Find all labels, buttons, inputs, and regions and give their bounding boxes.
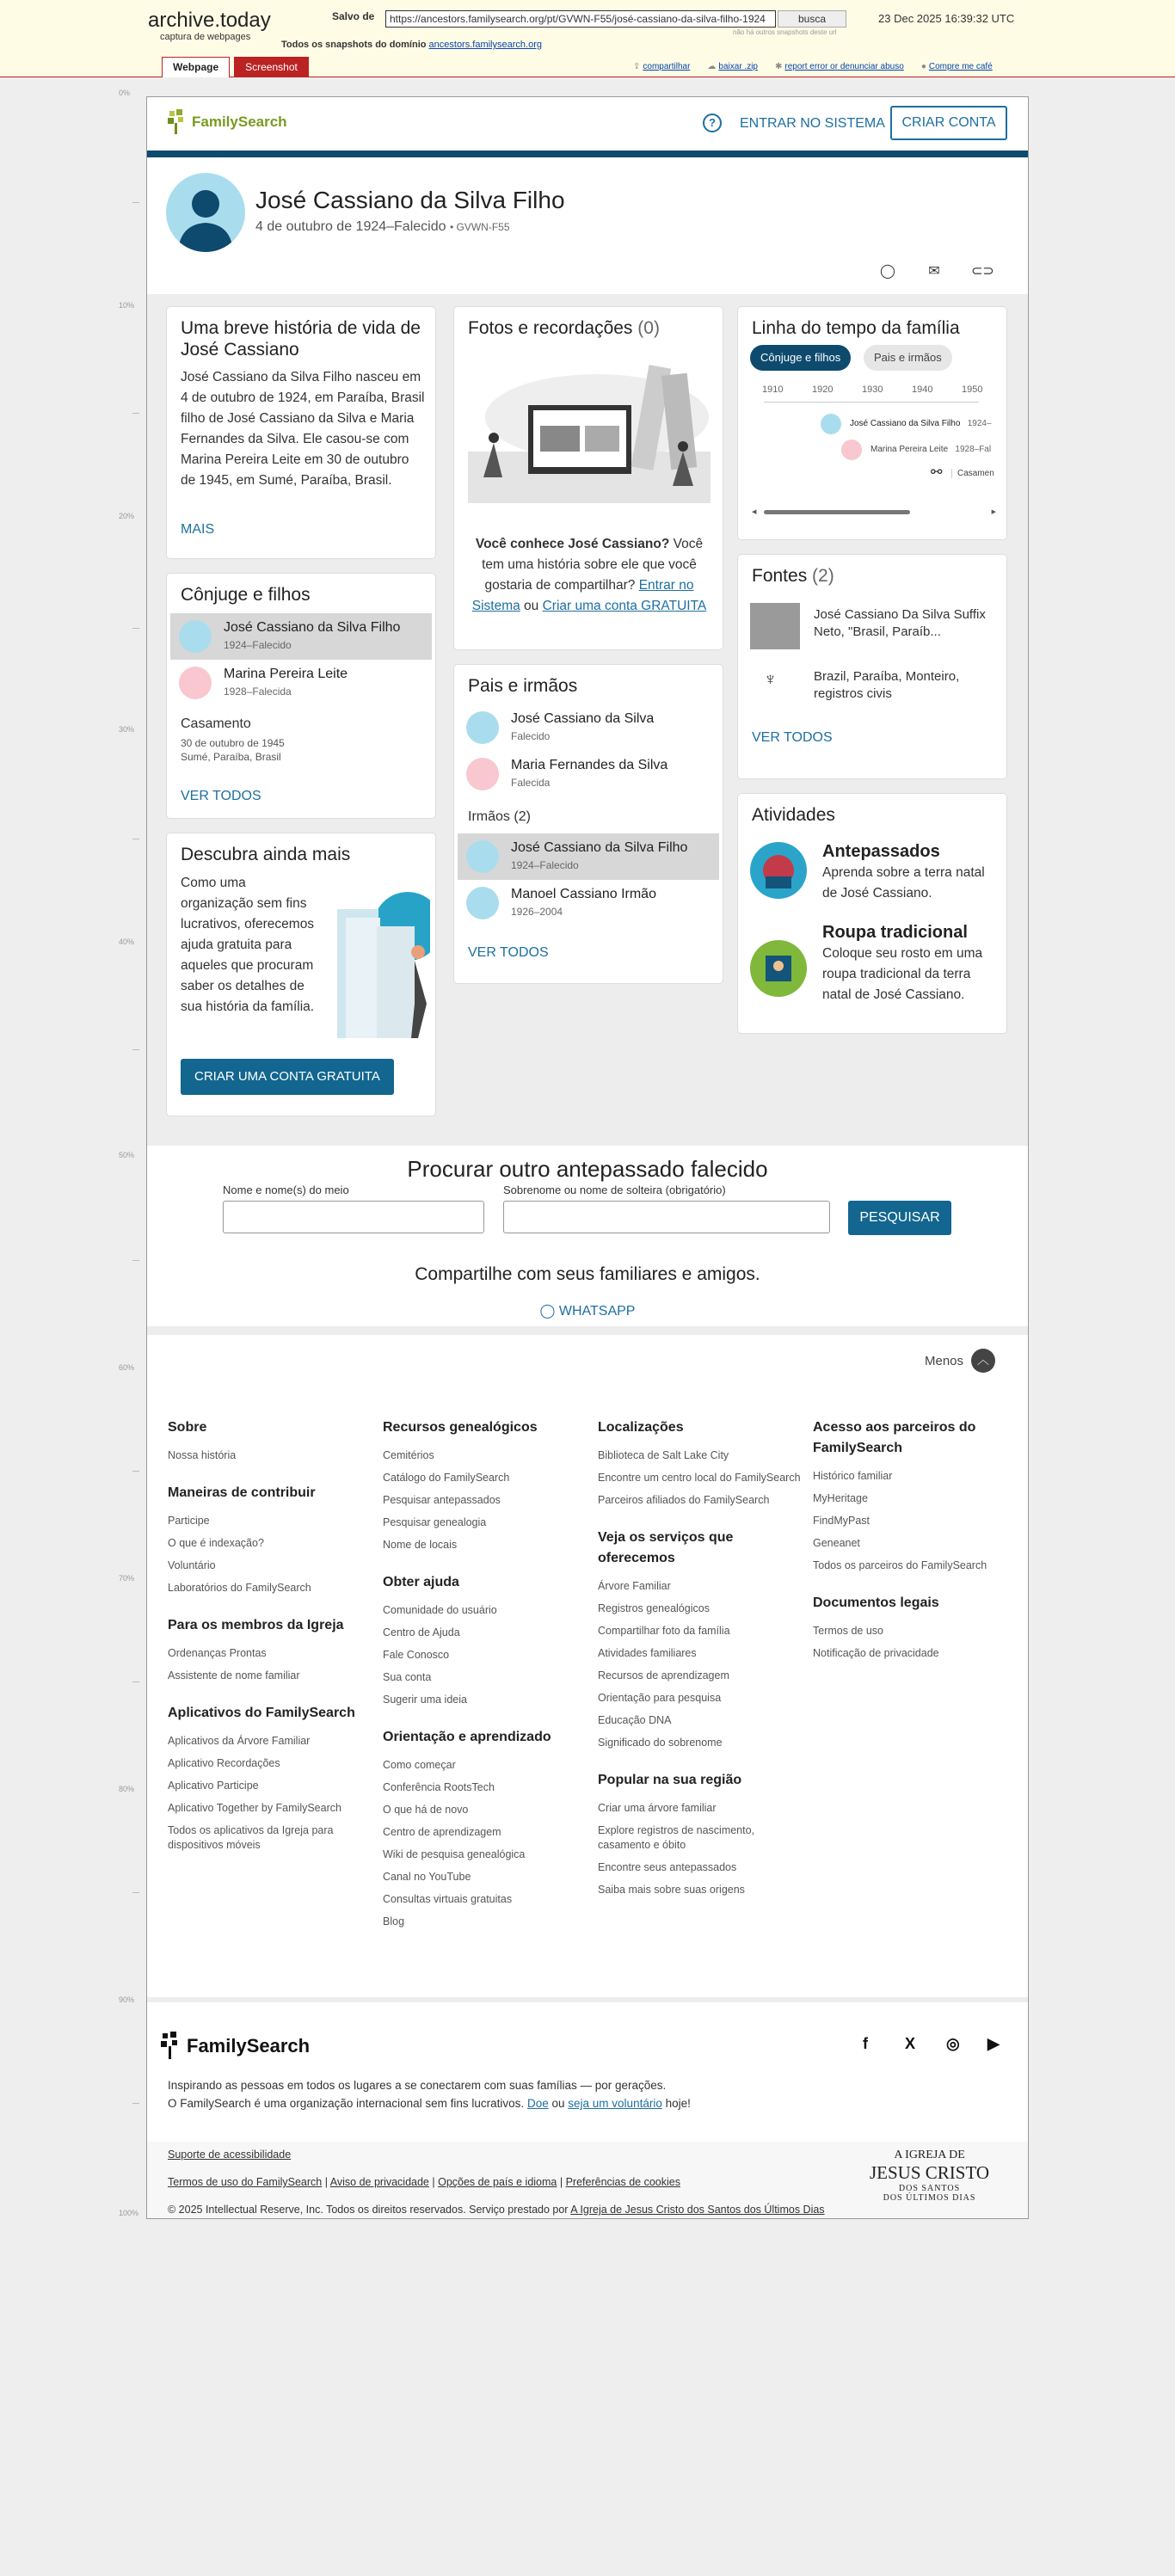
cloud-icon: ☁ bbox=[707, 62, 717, 71]
saved-label: Salvo de bbox=[332, 10, 375, 22]
footer-link[interactable]: Sua conta bbox=[383, 1671, 432, 1683]
footer-link[interactable]: Voluntário bbox=[168, 1559, 216, 1571]
footer-heading: Sobre bbox=[168, 1420, 207, 1435]
member-name: José Cassiano da Silva Filho bbox=[224, 620, 401, 635]
ruler-label: 40% bbox=[119, 938, 135, 946]
footer-link[interactable]: Explore registros de nascimento, casamento e óbito bbox=[598, 1824, 755, 1851]
whatsapp-icon[interactable]: ◯ bbox=[880, 264, 895, 279]
domain-link[interactable]: ancestors.familysearch.org bbox=[428, 40, 542, 50]
spouse-view-all[interactable]: VER TODOS bbox=[181, 789, 261, 803]
member-name: José Cassiano da Silva Filho bbox=[511, 840, 688, 855]
footer-link[interactable]: Nome de locais bbox=[383, 1539, 458, 1551]
ruler-label: 10% bbox=[119, 301, 135, 310]
share-link[interactable]: ⇪ compartilhar bbox=[633, 62, 691, 71]
accessibility-link[interactable]: Suporte de acessibilidade bbox=[168, 2149, 292, 2161]
footer-link[interactable]: Encontre um centro local do FamilySearch bbox=[598, 1472, 801, 1484]
tree-icon bbox=[166, 109, 188, 135]
rings-icon: ⚯ bbox=[931, 465, 943, 480]
footer-link[interactable]: Comunidade do usuário bbox=[383, 1604, 497, 1616]
ruler-label: 30% bbox=[119, 725, 135, 734]
person-name: José Cassiano da Silva Filho bbox=[255, 187, 565, 213]
member-dates: 1926–2004 bbox=[511, 906, 563, 918]
email-icon[interactable]: ✉ bbox=[928, 264, 940, 279]
archive-logo[interactable]: archive.today bbox=[148, 9, 271, 32]
surname-input[interactable] bbox=[503, 1201, 830, 1233]
sources-card bbox=[737, 554, 1007, 779]
siblings-label: Irmãos (2) bbox=[468, 809, 531, 824]
whatsapp-icon: ◯ bbox=[539, 1304, 556, 1319]
divider bbox=[147, 1326, 1028, 1335]
donate-link[interactable]: Doe bbox=[526, 2097, 549, 2110]
footer-link[interactable]: Termos de uso bbox=[813, 1625, 883, 1637]
documents-illustration bbox=[329, 875, 430, 1055]
share-title: Compartilhe com seus familiares e amigos. bbox=[415, 1264, 760, 1284]
footer-link[interactable]: Geneanet bbox=[813, 1537, 860, 1549]
ruler-label: 90% bbox=[119, 1995, 135, 2004]
search-button[interactable]: PESQUISAR bbox=[848, 1201, 951, 1235]
footer-link[interactable]: Sugerir uma ideia bbox=[383, 1694, 467, 1706]
spouse-row[interactable] bbox=[170, 613, 432, 660]
snapshots-line bbox=[281, 40, 542, 50]
footer-column bbox=[598, 1417, 804, 1905]
footer-link[interactable]: Educação DNA bbox=[598, 1714, 672, 1726]
tree-icon bbox=[159, 2032, 183, 2061]
footer-link[interactable]: Orientação para pesquisa bbox=[598, 1692, 722, 1704]
activity-text: Coloque seu rosto em uma roupa tradicional da terra natal de José Cassiano. bbox=[822, 946, 983, 1002]
male-silhouette-icon bbox=[166, 173, 245, 252]
timeline-bar: Marina Pereira Leite 1928–Fal bbox=[870, 445, 992, 454]
download-link[interactable]: ☁ baixar .zip bbox=[707, 62, 758, 71]
ancestors-icon bbox=[750, 842, 807, 899]
footer-link[interactable]: Wiki de pesquisa genealógica bbox=[383, 1848, 526, 1860]
costume-icon bbox=[750, 940, 807, 997]
member-dates: 1924–Falecido bbox=[511, 859, 579, 871]
surname-label: Sobrenome ou nome de solteira (obrigatório) bbox=[503, 1183, 726, 1196]
share-icon: ⇪ bbox=[633, 62, 641, 71]
footer-link[interactable]: Pesquisar antepassados bbox=[383, 1494, 501, 1506]
footer-link[interactable]: O que é indexação? bbox=[168, 1537, 264, 1549]
sources-title: Fontes (2) bbox=[752, 566, 834, 586]
timeline-marriage: Casamen bbox=[951, 469, 994, 478]
site-footer bbox=[147, 2002, 1028, 2219]
activity-title[interactable]: Antepassados bbox=[822, 842, 940, 861]
footer-mission: Inspirando as pessoas em todos os lugares a se conectarem com suas famílias — por gerações. O FamilySearch é uma organização internacional sem fins lucrativos. Doe ou seja um voluntário hoje! bbox=[168, 2079, 691, 2110]
footer-heading: Recursos genealógicos bbox=[383, 1420, 538, 1435]
footer-column bbox=[813, 1417, 1019, 1669]
story-text: José Cassiano da Silva Filho nasceu em 4 de outubro de 1924, em Paraíba, Brasil filho de José Cassiano da Silva e Maria Fernandes da Silva. Ele casou-se com Marina Pereira Leite em 30 de outubro de 1945, em Sumé, Paraíba, Brasil. bbox=[181, 370, 425, 488]
help-icon[interactable]: ? bbox=[703, 114, 722, 132]
whatsapp-share-link[interactable]: ◯ WHATSAPP bbox=[539, 1304, 636, 1319]
church-link[interactable]: A Igreja de Jesus Cristo dos Santos dos Últimos Dias bbox=[570, 2204, 825, 2216]
footer-link[interactable]: Laboratórios do FamilySearch bbox=[168, 1582, 311, 1594]
footer-link[interactable]: Notificação de privacidade bbox=[813, 1647, 939, 1659]
archive-tagline: captura de webpages bbox=[160, 32, 251, 42]
chip-spouse[interactable]: Cônjuge e filhos bbox=[750, 345, 851, 371]
url-input[interactable]: https://ancestors.familysearch.org/pt/GVWN-F55/josé-cassiano-da-silva-filho-1924 bbox=[385, 10, 776, 28]
familysearch-logo[interactable]: FamilySearch bbox=[166, 109, 287, 135]
footer-heading: Para os membros da Igreja bbox=[168, 1618, 344, 1632]
sibling-row[interactable] bbox=[458, 833, 719, 880]
footer-link[interactable]: Conferência RootsTech bbox=[383, 1781, 495, 1793]
footer-link[interactable]: Blog bbox=[383, 1915, 405, 1927]
activity-title[interactable]: Roupa tradicional bbox=[822, 923, 968, 942]
parents-title: Pais e irmãos bbox=[468, 676, 578, 696]
photos-count: (0) bbox=[637, 318, 660, 338]
parents-card bbox=[453, 664, 723, 984]
site-header bbox=[147, 97, 1028, 151]
member-name: Marina Pereira Leite bbox=[224, 667, 348, 681]
footer-link[interactable]: Aplicativo Together by FamilySearch bbox=[168, 1802, 341, 1814]
spouse-title: Cônjuge e filhos bbox=[181, 585, 311, 605]
tab-screenshot[interactable]: Screenshot bbox=[234, 57, 309, 77]
legal-links: Termos de uso do FamilySearch | Aviso de privacidade | Opções de país e idioma | Preferências de cookies bbox=[168, 2176, 680, 2188]
search-section bbox=[147, 1146, 1028, 1326]
footer-link[interactable]: Participe bbox=[168, 1515, 210, 1527]
footer-column bbox=[168, 1417, 374, 1860]
footer-heading: Localizações bbox=[598, 1420, 684, 1435]
photos-create-link[interactable]: Criar uma conta GRATUITA bbox=[542, 599, 707, 613]
footer-link[interactable]: Assistente de nome familiar bbox=[168, 1669, 300, 1681]
create-account-button[interactable]: CRIAR CONTA bbox=[890, 106, 1007, 140]
footer-link[interactable]: Saiba mais sobre suas origens bbox=[598, 1884, 745, 1896]
member-dates: 1928–Falecida bbox=[224, 685, 292, 698]
member-dates: 1924–Falecido bbox=[224, 639, 292, 651]
marriage-label: Casamento bbox=[181, 716, 251, 731]
footer-link[interactable]: Aplicativo Recordações bbox=[168, 1757, 280, 1769]
activities-title: Atividades bbox=[752, 805, 835, 825]
footer-link[interactable]: Fale Conosco bbox=[383, 1649, 450, 1661]
ruler-label: 60% bbox=[119, 1363, 135, 1372]
member-dates: Falecida bbox=[511, 777, 551, 789]
tree-icon: ♆ bbox=[764, 670, 777, 689]
marriage-place: Sumé, Paraíba, Brasil bbox=[181, 751, 281, 763]
ruler-label: 0% bbox=[119, 89, 131, 97]
discover-card bbox=[166, 833, 436, 1116]
activities-card bbox=[737, 793, 1007, 1034]
footer-link[interactable]: Significado do sobrenome bbox=[598, 1737, 723, 1749]
discover-text: Como uma organização sem fins lucrativos, oferecemos ajuda gratuita para aqueles que procuram saber os detalhes de sua história da família. bbox=[181, 876, 315, 1014]
photos-title: Fotos e recordações (0) bbox=[468, 318, 660, 338]
ruler-label: 20% bbox=[119, 512, 135, 520]
more-link[interactable]: MAIS bbox=[181, 522, 215, 537]
footer-logo[interactable]: FamilySearch bbox=[159, 2032, 310, 2061]
youtube-icon[interactable]: ▶ bbox=[987, 2035, 1000, 2052]
footer-heading: Orientação e aprendizado bbox=[383, 1730, 551, 1744]
timeline-card bbox=[737, 306, 1007, 540]
sibling-row[interactable] bbox=[458, 880, 719, 926]
parents-view-all[interactable]: VER TODOS bbox=[468, 945, 549, 960]
photos-card bbox=[453, 306, 723, 650]
footer-link[interactable]: Centro de Ajuda bbox=[383, 1626, 460, 1638]
footer-link[interactable]: Encontre seus antepassados bbox=[598, 1861, 737, 1873]
snapshot-date: 23 Dec 2025 16:39:32 UTC bbox=[878, 12, 1015, 25]
footer-link[interactable]: Todos os parceiros do FamilySearch bbox=[813, 1559, 987, 1571]
discover-title: Descubra ainda mais bbox=[181, 845, 351, 864]
photos-signin-link[interactable]: Entrar no Sistema bbox=[471, 578, 694, 613]
link-icon[interactable]: ⊂⊃ bbox=[971, 264, 994, 279]
source-item[interactable]: José Cassiano Da Silva Suffix Neto, "Brasil, Paraíb... bbox=[814, 607, 986, 639]
record-thumbnail[interactable] bbox=[750, 603, 800, 649]
busca-button[interactable]: busca bbox=[778, 10, 846, 28]
footer-link[interactable]: Aplicativo Participe bbox=[168, 1780, 259, 1792]
create-free-account-button[interactable]: CRIAR UMA CONTA GRATUITA bbox=[181, 1059, 394, 1095]
footer-legal bbox=[147, 2142, 1028, 2219]
timeline-bar: José Cassiano da Silva Filho 1924– bbox=[850, 419, 992, 428]
parent-row[interactable] bbox=[458, 704, 719, 751]
footer-heading: Acesso aos parceiros do FamilySearch bbox=[813, 1420, 976, 1455]
no-other-snapshots: não há outros snapshots deste url bbox=[733, 28, 837, 36]
marriage-date: 30 de outubro de 1945 bbox=[181, 737, 285, 749]
spouse-row[interactable] bbox=[170, 660, 432, 706]
given-name-input[interactable] bbox=[223, 1201, 484, 1233]
header-divider bbox=[147, 151, 1028, 157]
footer-link[interactable]: Criar uma árvore familiar bbox=[598, 1802, 717, 1814]
footer-link[interactable]: Histórico familiar bbox=[813, 1470, 893, 1482]
activity-text: Aprenda sobre a terra natal de José Cassiano. bbox=[822, 865, 985, 901]
person-dates: 4 de outubro de 1924–Falecido • GVWN-F55 bbox=[255, 219, 510, 234]
content-area bbox=[147, 294, 1028, 1146]
female-avatar-icon bbox=[841, 440, 862, 460]
footer-link[interactable]: Aplicativos da Árvore Familiar bbox=[168, 1735, 311, 1747]
male-avatar-icon bbox=[466, 840, 499, 873]
coffee-link[interactable]: ● Compre me café bbox=[920, 62, 993, 71]
footer-heading: Popular na sua região bbox=[598, 1773, 742, 1787]
cookies-link[interactable]: Preferências de cookies bbox=[565, 2176, 680, 2188]
footer-heading: Obter ajuda bbox=[383, 1575, 459, 1589]
signin-link[interactable]: ENTRAR NO SISTEMA bbox=[740, 116, 885, 131]
ruler-label: 100% bbox=[119, 2209, 139, 2217]
search-title: Procurar outro antepassado falecido bbox=[407, 1156, 768, 1182]
footer-link[interactable]: Compartilhar foto da família bbox=[598, 1625, 730, 1637]
spouse-card bbox=[166, 573, 436, 819]
footer-link[interactable]: Árvore Familiar bbox=[598, 1580, 671, 1592]
footer-link[interactable]: Catálogo do FamilySearch bbox=[383, 1472, 510, 1484]
member-name: José Cassiano da Silva bbox=[511, 711, 655, 726]
person-avatar bbox=[166, 173, 245, 252]
footer-link[interactable]: MyHeritage bbox=[813, 1492, 868, 1504]
domain-label: do domínio bbox=[375, 40, 427, 50]
footer-link[interactable]: Centro de aprendizagem bbox=[383, 1826, 501, 1838]
footer-link[interactable]: Parceiros afiliados do FamilySearch bbox=[598, 1494, 770, 1506]
female-avatar-icon bbox=[466, 758, 499, 790]
archive-header bbox=[0, 0, 1175, 77]
all-snapshots-label: Todos os snapshots bbox=[281, 40, 373, 50]
footer-link[interactable]: Atividades familiares bbox=[598, 1647, 697, 1659]
footer-heading: Aplicativos do FamilySearch bbox=[168, 1706, 355, 1720]
given-name-label: Nome e nome(s) do meio bbox=[223, 1183, 349, 1196]
source-item[interactable]: Brazil, Paraíba, Monteiro, registros civis bbox=[814, 669, 960, 701]
sources-view-all[interactable]: VER TODOS bbox=[752, 730, 833, 745]
footer-heading: Veja os serviços que oferecemos bbox=[598, 1530, 734, 1565]
timeline-scrollbar[interactable]: ◀ ▶ bbox=[752, 509, 996, 515]
footer-link[interactable]: Registros genealógicos bbox=[598, 1602, 710, 1614]
footer-link[interactable]: O que há de novo bbox=[383, 1804, 469, 1816]
member-name: Maria Fernandes da Silva bbox=[511, 758, 668, 772]
footer-link[interactable]: Como começar bbox=[383, 1759, 456, 1771]
timeline-title: Linha do tempo da família bbox=[752, 318, 960, 338]
coffee-icon: ● bbox=[920, 62, 926, 71]
story-title: Uma breve história de vida de José Cassiano bbox=[181, 318, 421, 360]
member-name: Manoel Cassiano Irmão bbox=[511, 887, 656, 901]
terms-link[interactable]: Termos de uso do FamilySearch bbox=[168, 2176, 323, 2188]
male-avatar-icon bbox=[821, 414, 841, 434]
footer-link[interactable]: Cemitérios bbox=[383, 1449, 434, 1461]
male-avatar-icon bbox=[466, 887, 499, 919]
footer-link[interactable]: Ordenanças Prontas bbox=[168, 1647, 267, 1659]
parent-row[interactable] bbox=[458, 751, 719, 797]
chip-parents[interactable]: Pais e irmãos bbox=[864, 345, 952, 371]
person-header bbox=[147, 157, 1028, 294]
footer-link[interactable]: Recursos de aprendizagem bbox=[598, 1669, 729, 1681]
archived-page bbox=[146, 96, 1029, 2219]
footer-link[interactable]: Nossa história bbox=[168, 1449, 237, 1461]
ruler-label: 70% bbox=[119, 1574, 135, 1583]
instagram-icon[interactable]: ◎ bbox=[946, 2035, 960, 2052]
footer-link[interactable]: Pesquisar genealogia bbox=[383, 1516, 487, 1528]
ruler-label: 80% bbox=[119, 1785, 135, 1793]
church-logo[interactable]: A IGREJA DE JESUS CRISTO DOS SANTOS DOS ÚLTIMOS DIAS bbox=[870, 2149, 990, 2203]
male-avatar-icon bbox=[179, 620, 212, 653]
footer-link[interactable]: Consultas virtuais gratuitas bbox=[383, 1893, 513, 1905]
story-card bbox=[166, 306, 436, 559]
less-label[interactable]: Menos bbox=[925, 1354, 964, 1368]
copyright: © 2025 Intellectual Reserve, Inc. Todos os direitos reservados. Serviço prestado por A Igreja de Jesus Cristo dos Santos dos Últimos Dias bbox=[168, 2204, 825, 2216]
tab-webpage[interactable]: Webpage bbox=[162, 57, 230, 77]
facebook-icon[interactable]: f bbox=[863, 2035, 868, 2052]
person-id: • GVWN-F55 bbox=[449, 221, 510, 233]
volunteer-link[interactable]: seja um voluntário bbox=[568, 2097, 662, 2110]
photos-illustration bbox=[468, 357, 711, 505]
chevron-up-icon[interactable]: ︿ bbox=[971, 1349, 995, 1373]
bulb-icon: ✱ bbox=[775, 62, 783, 71]
footer-link[interactable]: Canal no YouTube bbox=[383, 1871, 471, 1883]
footer-link[interactable]: FindMyPast bbox=[813, 1515, 870, 1527]
female-avatar-icon bbox=[179, 667, 212, 699]
country-link[interactable]: Opções de país e idioma bbox=[438, 2176, 557, 2188]
male-avatar-icon bbox=[466, 711, 499, 744]
privacy-link[interactable]: Aviso de privacidade bbox=[329, 2176, 429, 2188]
photos-question: Você conhece José Cassiano? Você tem uma história sobre ele que você gostaria de compartilhar? Entrar no Sistema ou Criar uma conta GRATUITA bbox=[471, 537, 707, 613]
footer-link[interactable]: Todos os aplicativos da Igreja para dispositivos móveis bbox=[168, 1824, 334, 1851]
x-icon[interactable]: X bbox=[905, 2035, 916, 2052]
footer-links bbox=[147, 1335, 1028, 1997]
footer-column bbox=[383, 1417, 589, 1937]
timeline-axis: 1910 1920 1930 1940 1950 bbox=[762, 384, 983, 395]
report-link[interactable]: ✱ report error or denunciar abuso bbox=[775, 62, 904, 71]
member-dates: Falecido bbox=[511, 730, 551, 742]
ruler-label: 50% bbox=[119, 1151, 135, 1159]
footer-heading: Maneiras de contribuir bbox=[168, 1485, 316, 1500]
footer-heading: Documentos legais bbox=[813, 1595, 939, 1610]
footer-link[interactable]: Biblioteca de Salt Lake City bbox=[598, 1449, 729, 1461]
